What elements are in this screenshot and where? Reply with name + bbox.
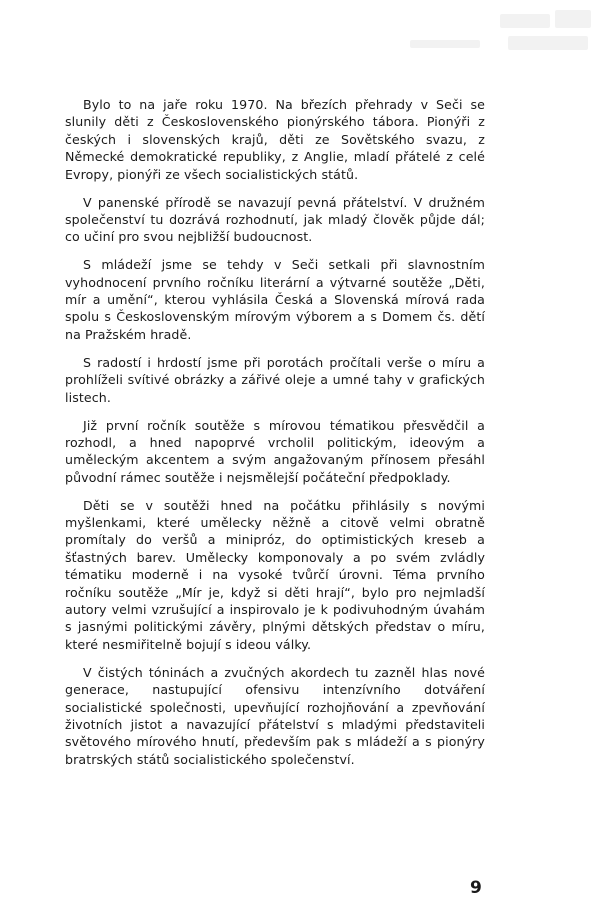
paragraph-3: S mládeží jsme se tehdy v Seči setkali při slavnostním vyhodnocení prvního ročníku literární a výtvarné soutěže „Děti, mír a umění“, kterou vyhlásila Česká a Slovenská mírová rada spolu s Československým mírovým výborem a s Domem čs. dětí na Pražském hradě. (65, 257, 485, 342)
paragraph-1: Bylo to na jaře roku 1970. Na březích přehrady v Seči se slunily děti z Československého pionýrského tábora. Pionýři z českých i slovenských krajů, děti ze Sovětského svazu, z Německé demokratické republiky, z Anglie, mladí přátelé z celé Evropy, pionýři ze všech socialistických států. (65, 97, 485, 182)
paragraph-2: V panenské přírodě se navazují pevná přátelství. V družném společenství tu dozrává rozhodnutí, jak mladý člověk půjde dál; co učiní pro svou nejbližší budoucnost. (65, 194, 485, 245)
page-number: 9 (470, 878, 482, 898)
paragraph-5: Již první ročník soutěže s mírovou tématikou přesvědčil a rozhodl, a hned napoprvé vrcholil politickým, ideovým a uměleckým akcentem a svým angažovaným přínosem přesáhl původní rámec soutěže i nejsmělejší počáteční předpoklady. (65, 417, 485, 485)
bleed-through-text (350, 0, 600, 72)
paragraph-4: S radostí i hrdostí jsme při porotách pročítali verše o míru a prohlíželi svítivé obrázky a zářivé oleje a umné tahy v grafických listech. (65, 354, 485, 405)
body-text (65, 96, 485, 768)
paragraph-6: Děti se v soutěži hned na počátku přihlásily s novými myšlenkami, které umělecky něžně a citově velmi obratně promítaly do veršů a miniprόz, do optimistických kreseb a šťastných barev. Umělecky komponovaly a po svém zvládly tématiku moderně i na vysoké tvůrčí úrovni. Téma prvního ročníku soutěže „Mír je, když si děti hrají“, bylo pro nejmladší autory velmi vzrušující a inspirovalo je k podivuhodným úvahám s jasnými politickými závěry, plnými dětských představ o míru, které nesmiřitelně bojují s ideou války. (65, 497, 485, 652)
paragraph-7: V čistých tóninách a zvučných akordech tu zazněl hlas nové generace, nastupující ofensivu intenzívního dotváření socialistické společnosti, upevňující rozhojňování a zpevňování životních jistot a navazující přátelství s mladými představiteli světového mírového hnutí, především pak s mládeží a s pionýry bratrských států socialistického společenství. (65, 664, 485, 767)
